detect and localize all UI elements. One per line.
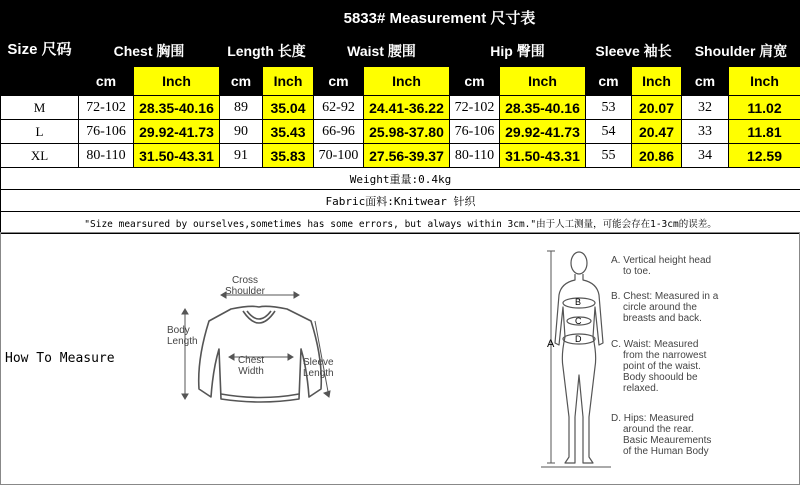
length-cm-cell: 91 xyxy=(220,144,263,168)
table-title: 5833# Measurement 尺寸表 xyxy=(79,1,800,35)
hip-inch-cell: 28.35-40.16 xyxy=(500,96,586,120)
unit-cm: cm xyxy=(79,67,134,96)
chest-inch-cell: 28.35-40.16 xyxy=(134,96,220,120)
unit-cm: cm xyxy=(220,67,263,96)
unit-inch: Inch xyxy=(263,67,314,96)
size-header: Size 尺码 xyxy=(1,1,79,96)
shoulder-inch-cell: 12.59 xyxy=(729,144,800,168)
size-cell: L xyxy=(1,120,79,144)
step-d-text: D. Hips: Measured around the rear. Basic Meaurements of the Human Body xyxy=(611,413,712,457)
chest-cm-cell: 72-102 xyxy=(79,96,134,120)
shoulder-cm-cell: 32 xyxy=(682,96,729,120)
shoulder-inch-cell: 11.02 xyxy=(729,96,800,120)
table-row xyxy=(1,96,800,120)
length-inch-cell: 35.04 xyxy=(263,96,314,120)
sleeve-inch-cell: 20.86 xyxy=(632,144,682,168)
waist-cm-cell: 70-100 xyxy=(314,144,364,168)
length-cm-cell: 89 xyxy=(220,96,263,120)
measurement-table xyxy=(0,0,800,234)
chest-cm-cell: 80-110 xyxy=(79,144,134,168)
waist-inch-cell: 25.98-37.80 xyxy=(364,120,450,144)
how-to-measure-label: How To Measure xyxy=(5,351,115,366)
step-b-text: B. Chest: Measured in a circle around the breasts and back. xyxy=(611,291,719,324)
chest-width-label: Chest Width xyxy=(237,355,265,377)
table-row xyxy=(1,120,800,144)
unit-cm: cm xyxy=(682,67,729,96)
chest-inch-cell: 29.92-41.73 xyxy=(134,120,220,144)
column-header-waist: Waist 腰围 xyxy=(314,35,450,67)
mark-d: D xyxy=(575,334,582,344)
table-row xyxy=(1,144,800,168)
waist-inch-cell: 27.56-39.37 xyxy=(364,144,450,168)
shoulder-inch-cell: 11.81 xyxy=(729,120,800,144)
waist-cm-cell: 62-92 xyxy=(314,96,364,120)
how-to-measure-section xyxy=(0,232,800,485)
unit-inch: Inch xyxy=(364,67,450,96)
sleeve-cm-cell: 54 xyxy=(586,120,632,144)
unit-inch: Inch xyxy=(632,67,682,96)
length-inch-cell: 35.83 xyxy=(263,144,314,168)
unit-cm: cm xyxy=(450,67,500,96)
cross-shoulder-label: Cross Shoulder xyxy=(224,275,266,297)
column-header-hip: Hip 臀围 xyxy=(450,35,586,67)
hip-inch-cell: 31.50-43.31 xyxy=(500,144,586,168)
shoulder-cm-cell: 34 xyxy=(682,144,729,168)
unit-cm: cm xyxy=(314,67,364,96)
unit-inch: Inch xyxy=(134,67,220,96)
chest-inch-cell: 31.50-43.31 xyxy=(134,144,220,168)
waist-cm-cell: 66-96 xyxy=(314,120,364,144)
unit-inch: Inch xyxy=(729,67,800,96)
body-length-label: Body Length xyxy=(167,325,198,347)
size-cell: XL xyxy=(1,144,79,168)
column-header-chest: Chest 胸围 xyxy=(79,35,220,67)
step-a-text: A. Vertical height head to toe. xyxy=(611,255,712,277)
hip-cm-cell: 72-102 xyxy=(450,96,500,120)
error-note-row: "Size mearsured by ourselves,sometimes has some errors, but always within 3cm."由于人工测量，可能会存在1-3cm的误差。 xyxy=(1,212,800,234)
sleeve-inch-cell: 20.07 xyxy=(632,96,682,120)
length-inch-cell: 35.43 xyxy=(263,120,314,144)
waist-inch-cell: 24.41-36.22 xyxy=(364,96,450,120)
column-header-shoulder: Shoulder 肩宽 xyxy=(682,35,800,67)
length-cm-cell: 90 xyxy=(220,120,263,144)
size-cell: M xyxy=(1,96,79,120)
unit-inch: Inch xyxy=(500,67,586,96)
weight-row: Weight重量:0.4kg xyxy=(1,168,800,190)
hip-cm-cell: 80-110 xyxy=(450,144,500,168)
step-c-text: C. Waist: Measured from the narrowest point of the waist. Body shoould be relaxed. xyxy=(611,339,707,394)
fabric-row: Fabric面料:Knitwear 针织 xyxy=(1,190,800,212)
mark-a: A xyxy=(547,338,555,350)
body-figure xyxy=(541,247,611,473)
sleeve-cm-cell: 55 xyxy=(586,144,632,168)
mark-c: C xyxy=(575,316,582,326)
hip-inch-cell: 29.92-41.73 xyxy=(500,120,586,144)
sleeve-inch-cell: 20.47 xyxy=(632,120,682,144)
column-header-length: Length 长度 xyxy=(220,35,314,67)
column-header-sleeve: Sleeve 袖长 xyxy=(586,35,682,67)
chest-cm-cell: 76-106 xyxy=(79,120,134,144)
unit-cm: cm xyxy=(586,67,632,96)
sleeve-cm-cell: 53 xyxy=(586,96,632,120)
shoulder-cm-cell: 33 xyxy=(682,120,729,144)
hip-cm-cell: 76-106 xyxy=(450,120,500,144)
mark-b: B xyxy=(575,297,582,307)
sleeve-length-label: Sleeve Length xyxy=(303,357,334,379)
